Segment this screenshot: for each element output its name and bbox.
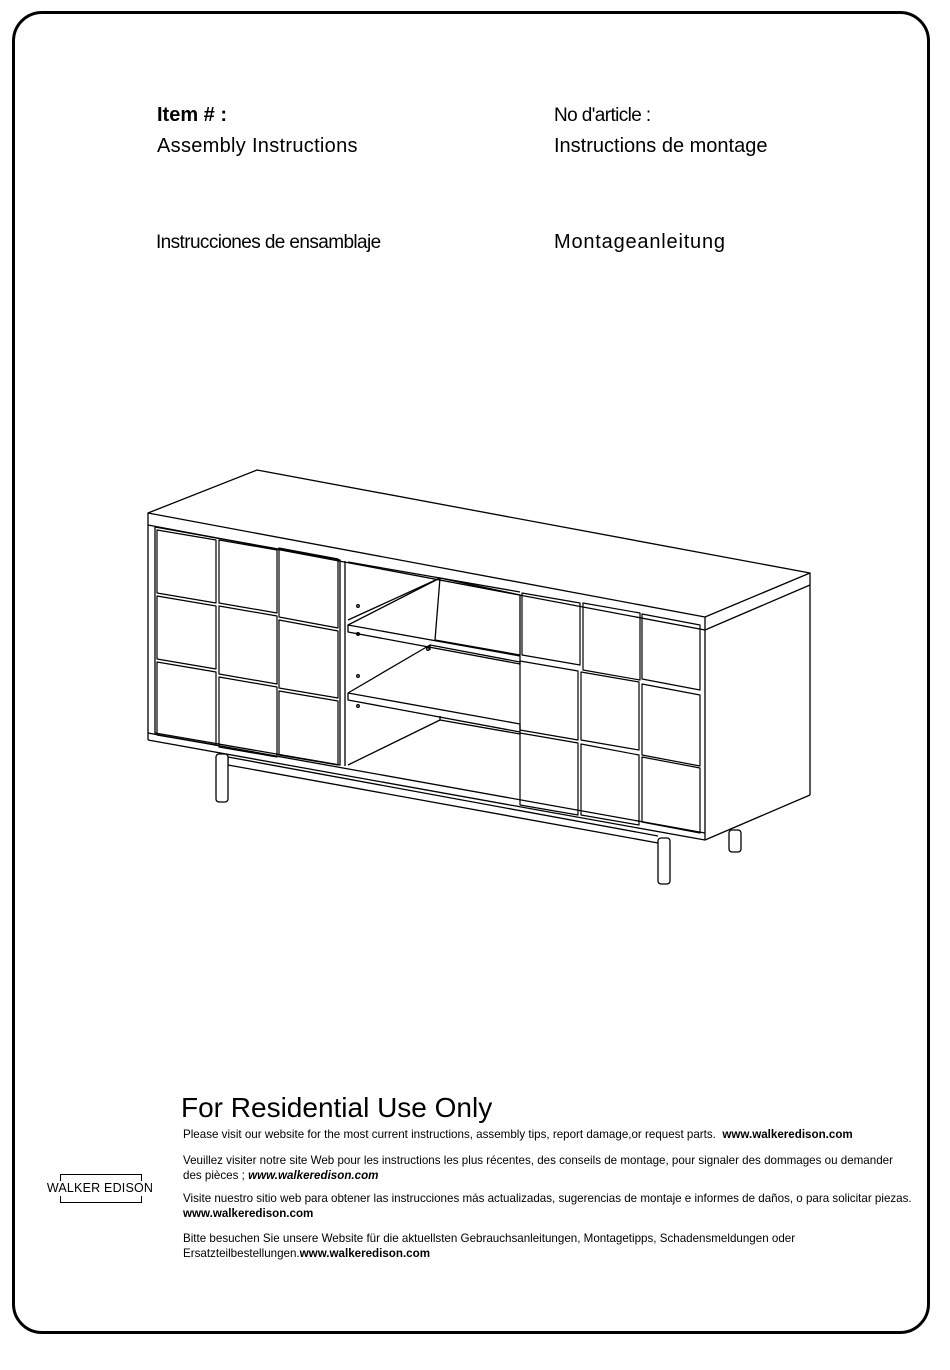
instructions-de-montage-title: Instructions de montage [554, 135, 768, 157]
website-link-es[interactable]: www.walkeredison.com [183, 1207, 314, 1220]
spanish-info-body: Visite nuestro sitio web para obtener las instrucciones más actualizadas, sugerencias de montaje e informes de daños, o para solicitar piezas. [183, 1192, 912, 1205]
logo-bottom-bracket [60, 1196, 142, 1203]
residential-use-heading: For Residential Use Only [181, 1092, 493, 1123]
sideboard-illustration [140, 462, 820, 892]
spanish-info-text [183, 1191, 913, 1221]
german-info-text [183, 1231, 913, 1261]
montageanleitung-title: Montageanleitung [554, 231, 726, 253]
french-info-text [183, 1153, 913, 1183]
english-info-body: Please visit our website for the most current instructions, assembly tips, report damage,or request parts. [183, 1128, 716, 1141]
item-number-label-en: Item # : [157, 104, 228, 126]
german-info-body: Bitte besuchen Sie unsere Website für die aktuellsten Gebrauchsanleitungen, Montagetipps, Schadensmeldungen oder Ersatzteilbestellungen. [183, 1232, 796, 1260]
assembly-instructions-title: Assembly Instructions [157, 135, 358, 157]
item-number-label-fr: No d'article : [554, 105, 651, 126]
website-link-de[interactable]: www.walkeredison.com [299, 1247, 431, 1260]
walker-edison-logo [40, 1170, 160, 1206]
website-link-en[interactable]: www.walkeredison.com [722, 1128, 853, 1141]
instrucciones-de-ensamblaje-title: Instrucciones de ensamblaje [156, 232, 381, 253]
logo-top-bracket [60, 1174, 142, 1181]
english-info-text [183, 1127, 913, 1142]
french-info-body: Veuillez visiter notre site Web pour les instructions les plus récentes, des conseils de montage, pour signaler des dommages ou demander des pièces ; [183, 1154, 893, 1182]
website-link-fr[interactable]: www.walkeredison.com [248, 1169, 379, 1182]
logo-wordmark: WALKER EDISON [46, 1181, 154, 1195]
